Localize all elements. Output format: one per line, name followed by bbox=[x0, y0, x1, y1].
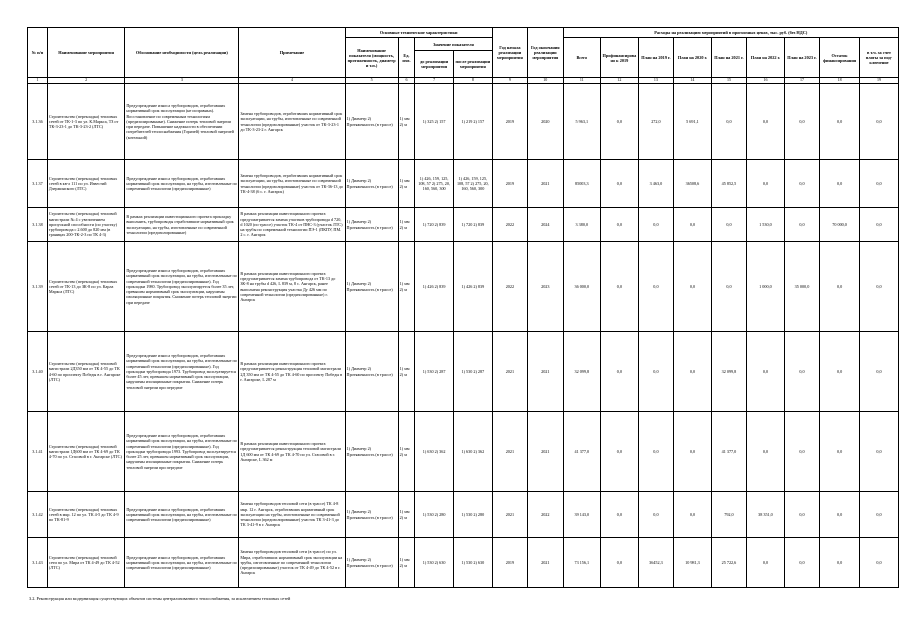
cell-p21: 0,0 bbox=[711, 242, 746, 332]
cell-p19: 0,0 bbox=[638, 412, 673, 492]
col-header-year-end: Год окончания реализации мероприятия bbox=[528, 28, 563, 78]
table-row bbox=[28, 332, 899, 412]
cell-p19: 36452,3 bbox=[638, 538, 673, 588]
cell-unit: 1) мм 2) м bbox=[398, 208, 415, 242]
cell-name: Строительство (перекладка) тепловых сетей от ТК-1-3 по ул. К.Маркса, ТЗ от ТК-3-23-1 до ТК-3-23-2 (ЛТС) bbox=[47, 84, 124, 160]
cell-incl: 0,0 bbox=[859, 160, 898, 208]
cell-just: Предупреждение износа трубопроводов, отработавших нормативный срок эксплуатации (не исправных). Восстановление по современным технологиям (предизолированные). Снижение потерь тепловой энергии при передаче. Повышение надежности в обеспечении потребителей теплоснабжения (Горячей) тепловой энергией (котельной) bbox=[125, 84, 239, 160]
cell-fin: 0,0 bbox=[601, 84, 639, 160]
column-number-cell: 2 bbox=[47, 78, 124, 84]
cell-after: 1) 530 2) 287 bbox=[453, 332, 492, 412]
table-row bbox=[28, 492, 899, 538]
table-row bbox=[28, 412, 899, 492]
cell-p20: 0,0 bbox=[674, 208, 712, 242]
cell-total: 32 099,8 bbox=[563, 332, 601, 412]
cell-p21: 25 722,6 bbox=[711, 538, 746, 588]
cell-fin: 0,0 bbox=[601, 332, 639, 412]
cell-before: 1) 426, 159, 125, 108, 57 2) 275, 20, 160, 560, 300 bbox=[415, 160, 454, 208]
cell-p21: 45 852,5 bbox=[711, 160, 746, 208]
cell-unit: 1) мм 2) м bbox=[398, 538, 415, 588]
cell-note: В рамках реализации инвестиционного проекта предусматривается замена трубопровода от ТК-13 до ЗК-8 на трубы d 426, L 839 м, 8 с. Ангарск, ранее выполнена реконструкция участка Ду 426 мм по современной технологии (предизолированные) г. Ангарск bbox=[239, 242, 345, 332]
cell-num: 3.1.43 bbox=[28, 538, 48, 588]
cell-after: 1) 630 2) 362 bbox=[453, 412, 492, 492]
cell-num: 3.1.38 bbox=[28, 208, 48, 242]
cell-after: 1) 530 2) 630 bbox=[453, 538, 492, 588]
cell-unit: 1) мм 2) м bbox=[398, 412, 415, 492]
cell-tech: 1) Диаметр 2) Протяженность (в трассе) bbox=[345, 242, 398, 332]
column-number-cell: 1 bbox=[28, 78, 48, 84]
cell-name: Строительство (перекладка) тепловой магистрали № 4 с увеличением пропускной способности (по участку) трубопровода с 2.600 до 820 мм (в границах 200-ТК-2-3 по ТК 4-3) bbox=[47, 208, 124, 242]
column-number-cell: 3 bbox=[125, 78, 239, 84]
col-header-name: Наименование мероприятия bbox=[47, 28, 124, 78]
cell-ye: 2022 bbox=[528, 492, 563, 538]
cell-tech: 1) Диаметр 2) Протяженность (в трассе) bbox=[345, 160, 398, 208]
cell-rest: 70 000,0 bbox=[820, 208, 860, 242]
col-header-value-after: после реализации мероприятия bbox=[453, 51, 492, 78]
cell-after: 1) 219 2) 157 bbox=[453, 84, 492, 160]
cell-note: Замена трубопроводов, отработавших нормативный срок эксплуатации, на трубы, изготовленные по современной технологии (предизолированные) участок от ТК-36-13 до ТК-4-38 (6 с. г. Ангарск) bbox=[239, 160, 345, 208]
cell-p20: 0,0 bbox=[674, 492, 712, 538]
table-row bbox=[28, 84, 899, 160]
section-footer-note: 3.2. Реконструкция или модернизация существующих объектов системы централизованного теплоснабжения, за исключением тепловых сетей bbox=[29, 596, 291, 601]
cell-note: В рамках реализации инвестиционного проекта предусматривается реконструкция тепловой магистрали 1Д 600 мм от ТК 4-69 до ТК 4-70 по ул. Стасовой в г. Ангарске, L 362 м bbox=[239, 412, 345, 492]
column-number-cell: 17 bbox=[784, 78, 819, 84]
cell-ye: 2021 bbox=[528, 412, 563, 492]
cell-num: 3.1.40 bbox=[28, 332, 48, 412]
cell-ys: 2021 bbox=[492, 492, 527, 538]
cell-tech: 1) Диаметр 2) Протяженность (в трассе) bbox=[345, 412, 398, 492]
col-header-plan2023: План на 2023 г. bbox=[784, 38, 819, 78]
cell-p22: 38 351,0 bbox=[747, 492, 785, 538]
cell-before: 1) 325 2) 157 bbox=[415, 84, 454, 160]
cell-just: В рамках реализации инвестиционного проекта прокладку выполнить, трубопроводы отработавшие нормативный срок эксплуатации, на трубы, изготовленные по современной технологии (предизолированные) bbox=[125, 208, 239, 242]
cell-p23: 0,0 bbox=[784, 412, 819, 492]
column-number-cell: 14 bbox=[674, 78, 712, 84]
cell-before: 1) 426 2) 839 bbox=[415, 242, 454, 332]
cell-p23: 0,0 bbox=[784, 84, 819, 160]
col-header-plan2021: План на 2021 г. bbox=[711, 38, 746, 78]
column-number-cell: 15 bbox=[711, 78, 746, 84]
cell-p23: 35 000,0 bbox=[784, 242, 819, 332]
table-row bbox=[28, 538, 899, 588]
column-number-cell: 11 bbox=[563, 78, 601, 84]
column-number-cell: 8 bbox=[453, 78, 492, 84]
col-header-year-start: Год начала реализации мероприятия bbox=[492, 28, 527, 78]
cell-p21: 0,0 bbox=[711, 84, 746, 160]
cell-p22: 1 000,0 bbox=[747, 242, 785, 332]
cell-just: Предупреждение износа трубопроводов, отработавших нормативный срок эксплуатации, на трубы, изготовленные по современной технологии (предизолированные). Год прокладки 1980. Трубопровод эксплуатируется более 35 лет, превышен нормативный срок эксплуатации, нарушены изоляционные покрытия. Снижение потерь тепловой энергии при передаче bbox=[125, 242, 239, 332]
cell-p19: 0,0 bbox=[638, 242, 673, 332]
cell-note: Замена трубопроводов тепловой сети (в трассе) ТК 4-8 мкр. 12 г. Ангарск, отработавших нормативный срок эксплуатации на трубы, изготовленные по современной технологии (предизолированные) участок ТК 3-41-3 до ТК 3-41-9 в г. Ангарск bbox=[239, 492, 345, 538]
column-number-cell: 6 bbox=[398, 78, 415, 84]
cell-rest: 0,0 bbox=[820, 332, 860, 412]
col-header-plan2022: План на 2022 г. bbox=[747, 38, 785, 78]
cell-p21: 792,0 bbox=[711, 492, 746, 538]
cell-ys: 2019 bbox=[492, 538, 527, 588]
column-number-cell: 16 bbox=[747, 78, 785, 84]
cell-p19: 272,0 bbox=[638, 84, 673, 160]
column-number-cell: 4 bbox=[239, 78, 345, 84]
cell-num: 3.1.42 bbox=[28, 492, 48, 538]
col-header-plan2019: План на 2019 г. bbox=[638, 38, 673, 78]
column-number-cell: 7 bbox=[415, 78, 454, 84]
cell-ye: 2021 bbox=[528, 538, 563, 588]
cell-just: Предупреждение износа трубопроводов, отработавших нормативный срок эксплуатации, на трубы, изготовленные по современной технологии (предизолированные) bbox=[125, 160, 239, 208]
cell-num: 3.1.37 bbox=[28, 160, 48, 208]
cell-name: Строительство (перекладка) тепловой магистрали 1Д600 мм от ТК 4-69 до ТК 4-70 по ул. Стасовой в г. Ангарске (ЛТС) bbox=[47, 412, 124, 492]
col-header-justification: Обоснование необходимости (цель реализации) bbox=[125, 28, 239, 78]
cell-before: 1) 530 2) 280 bbox=[415, 492, 454, 538]
col-header-tech-group: Основные технические характеристики bbox=[345, 28, 492, 38]
cell-ys: 2021 bbox=[492, 412, 527, 492]
cell-ye: 2020 bbox=[528, 84, 563, 160]
cell-just: Предупреждение износа трубопроводов, отработавших нормативный срок эксплуатации, на трубы, изготовленные по современной технологии (предизолированные). Год прокладки трубопровода 1973. Трубопровод эксплуатируется более 45 лет, превышен нормативный срок эксплуатации, нарушены изоляционные покрытия. Снижение потерь тепловой энергии при передаче bbox=[125, 332, 239, 412]
cell-rest: 0,0 bbox=[820, 492, 860, 538]
column-number-cell: 5 bbox=[345, 78, 398, 84]
cell-incl: 0,0 bbox=[859, 492, 898, 538]
cell-total: 3 380,0 bbox=[563, 208, 601, 242]
cell-incl: 0,0 bbox=[859, 538, 898, 588]
cell-unit: 1) мм 2) м bbox=[398, 160, 415, 208]
cell-name: Строительство (перекладка) тепловой сети по ул. Мира от ТК 4-49 до ТК 4-52 (ЛТС) bbox=[47, 538, 124, 588]
table-row bbox=[28, 208, 899, 242]
column-number-cell: 12 bbox=[601, 78, 639, 84]
cell-incl: 0,0 bbox=[859, 332, 898, 412]
cell-tech: 1) Диаметр 2) Протяженность (в трассе) bbox=[345, 492, 398, 538]
col-header-unit: Ед. изм. bbox=[398, 38, 415, 78]
cell-rest: 0,0 bbox=[820, 84, 860, 160]
cell-name: Строительство (перекладка) тепловых сетей в мкр. 12 по ул. ТК 4-5 до ТК 4-9 по ТК-81-9 bbox=[47, 492, 124, 538]
cell-fin: 0,0 bbox=[601, 492, 639, 538]
cell-after: 1) 426, 159, 125, 108, 57 2) 275, 20, 160, 560, 300 bbox=[453, 160, 492, 208]
cell-total: 41 377,0 bbox=[563, 412, 601, 492]
cell-p22: 0,0 bbox=[747, 84, 785, 160]
cell-name: Строительство (перекладка) тепловых сетей от ТК-13 до ЗК-8 по ул. Карла Маркса (ЛТС) bbox=[47, 242, 124, 332]
cell-name: Строительство (перекладка) тепловой магистрали 2Д350 мм от ТК 4-55 до ТК 4-60 по проспекту Победы в г. Ангарске (ЛТС) bbox=[47, 332, 124, 412]
cell-unit: 1) мм 2) м bbox=[398, 84, 415, 160]
cell-p22: 0,0 bbox=[747, 332, 785, 412]
cell-just: Предупреждение износа трубопроводов, отработавших нормативный срок эксплуатации, на трубы, изготовленные по современной технологии (предизолированные). Год прокладки трубопровода 1993. Трубопровод эксплуатируется более 25 лет, превышен нормативный срок эксплуатации, нарушены изоляционные покрытия. Снижение потерь тепловой энергии при передаче bbox=[125, 412, 239, 492]
cell-tech: 1) Диаметр 2) Протяженность (в трассе) bbox=[345, 332, 398, 412]
cell-fin: 0,0 bbox=[601, 208, 639, 242]
cell-before: 1) 720 2) 839 bbox=[415, 208, 454, 242]
col-header-value-group: Значение показателя bbox=[415, 38, 492, 51]
cell-just: Предупреждение износа трубопроводов, отработавших нормативный срок эксплуатации, на трубы, изготовленные по современной технологии (предизолированные) bbox=[125, 538, 239, 588]
cell-tech: 1) Диаметр 2) Протяженность (в трассе) bbox=[345, 538, 398, 588]
cell-rest: 0,0 bbox=[820, 242, 860, 332]
cell-incl: 0,0 bbox=[859, 412, 898, 492]
cell-incl: 0,0 bbox=[859, 208, 898, 242]
cell-p20: 0,0 bbox=[674, 332, 712, 412]
cell-num: 3.1.39 bbox=[28, 242, 48, 332]
cell-p19: 0,0 bbox=[638, 492, 673, 538]
cell-p23: 0,0 bbox=[784, 160, 819, 208]
cell-ye: 2021 bbox=[528, 332, 563, 412]
cell-tech: 1) Диаметр 2) Протяженность (в трассе) bbox=[345, 208, 398, 242]
column-number-cell: 13 bbox=[638, 78, 673, 84]
cell-note: В рамках реализации инвестиционного проекта предусматривается реконструкция тепловой магистрали 2Д 350 мм от ТК 4-55 до ТК 4-60 по проспекту Победы в г. Ангарске, L 287 м bbox=[239, 332, 345, 412]
col-header-notes: Примечание bbox=[239, 28, 345, 78]
cell-rest: 0,0 bbox=[820, 538, 860, 588]
cell-fin: 0,0 bbox=[601, 242, 639, 332]
cell-p23: 0,0 bbox=[784, 538, 819, 588]
cell-p22: 1 530,0 bbox=[747, 208, 785, 242]
cell-ys: 2022 bbox=[492, 242, 527, 332]
cell-p22: 0,0 bbox=[747, 538, 785, 588]
cell-incl: 0,0 bbox=[859, 84, 898, 160]
cell-p20: 36508,6 bbox=[674, 160, 712, 208]
cell-just: Предупреждение износа трубопроводов, отработавших нормативный срок эксплуатации, на трубы, изготовленные по современной технологии (предизолированные) bbox=[125, 492, 239, 538]
investment-program-table bbox=[27, 27, 899, 588]
cell-p22: 0,0 bbox=[747, 160, 785, 208]
cell-p21: 0,0 bbox=[711, 208, 746, 242]
cell-note: Замена трубопроводов, отработавших нормативный срок эксплуатации, на трубы, изготовленные по современной технологии (предизолированные) участок от ТК-3-23-1 до ТК-3-23-2 г. Ангарск bbox=[239, 84, 345, 160]
cell-p20: 0,0 bbox=[674, 242, 712, 332]
cell-before: 1) 530 2) 630 bbox=[415, 538, 454, 588]
col-header-total: Всего bbox=[563, 38, 601, 78]
column-number-cell: 10 bbox=[528, 78, 563, 84]
cell-p23: 0,0 bbox=[784, 208, 819, 242]
cell-num: 3.1.41 bbox=[28, 412, 48, 492]
cell-total: 36 000,0 bbox=[563, 242, 601, 332]
cell-rest: 0,0 bbox=[820, 412, 860, 492]
cell-after: 1) 720 2) 839 bbox=[453, 208, 492, 242]
cell-total: 39 143,0 bbox=[563, 492, 601, 538]
cell-fin: 0,0 bbox=[601, 538, 639, 588]
cell-unit: 1) мм 2) м bbox=[398, 492, 415, 538]
col-header-tech-name: Наименование показателя (мощность, протяженность, диаметр и т.п.) bbox=[345, 38, 398, 78]
col-header-remaining: Остаток финансирования bbox=[820, 38, 860, 78]
cell-ye: 2023 bbox=[528, 242, 563, 332]
cell-note: В рамках реализации инвестиционного проекта предусматривается замена участков трубопровода d 720, d 1020 (по трассе) участок ТК-4 от ПНС-3 (участок ЛТС) на трубы по современной технологии ПЭ-1 (ПКПУ, ПМ. 2 с. г. Ангарск bbox=[239, 208, 345, 242]
cell-p19: 0,0 bbox=[638, 332, 673, 412]
column-number-cell: 9 bbox=[492, 78, 527, 84]
cell-name: Строительство (перекладка) тепловых сетей в кв-л 111 по ул. Известий Дзержинского (ЛТС) bbox=[47, 160, 124, 208]
cell-before: 1) 530 2) 287 bbox=[415, 332, 454, 412]
column-number-cell: 18 bbox=[820, 78, 860, 84]
cell-fin: 0,0 bbox=[601, 160, 639, 208]
cell-before: 1) 630 2) 362 bbox=[415, 412, 454, 492]
col-header-value-before: до реализации мероприятия bbox=[415, 51, 454, 78]
cell-ye: 2021 bbox=[528, 160, 563, 208]
cell-after: 1) 426 2) 839 bbox=[453, 242, 492, 332]
cell-rest: 0,0 bbox=[820, 160, 860, 208]
col-header-plan2020: План на 2020 г. bbox=[674, 38, 712, 78]
cell-unit: 1) мм 2) м bbox=[398, 242, 415, 332]
cell-p22: 0,0 bbox=[747, 412, 785, 492]
cell-total: 73 156,1 bbox=[563, 538, 601, 588]
cell-tech: 1) Диаметр 2) Протяженность (в трассе) bbox=[345, 84, 398, 160]
col-header-num: № п/п bbox=[28, 28, 48, 78]
cell-ys: 2022 bbox=[492, 208, 527, 242]
cell-total: 85003,3 bbox=[563, 160, 601, 208]
cell-p20: 5 691,1 bbox=[674, 84, 712, 160]
col-header-incl-inflation: в т.ч. за счет платы за под-ключение bbox=[859, 38, 898, 78]
cell-note: Замена трубопроводов тепловой сети (в трассе) по ул. Мира, отработавших нормативный срок эксплуатации на трубы, изготовленные по современной технологии (предизолированные) участок от ТК 4-49 до ТК 4-52 в г. Ангарск bbox=[239, 538, 345, 588]
cell-p21: 32 099,8 bbox=[711, 332, 746, 412]
cell-fin: 0,0 bbox=[601, 412, 639, 492]
cell-total: 5 963,1 bbox=[563, 84, 601, 160]
cell-ys: 2019 bbox=[492, 84, 527, 160]
cell-p20: 10 981,3 bbox=[674, 538, 712, 588]
cell-p20: 0,0 bbox=[674, 412, 712, 492]
cell-p21: 41 377,0 bbox=[711, 412, 746, 492]
cell-after: 1) 530 2) 280 bbox=[453, 492, 492, 538]
cell-ys: 2021 bbox=[492, 332, 527, 412]
cell-p23: 0,0 bbox=[784, 332, 819, 412]
column-number-cell: 19 bbox=[859, 78, 898, 84]
col-header-financed: Профинансировано к 2019 bbox=[601, 38, 639, 78]
cell-p19: 0,0 bbox=[638, 208, 673, 242]
table-row bbox=[28, 160, 899, 208]
cell-p23: 0,0 bbox=[784, 492, 819, 538]
cell-p19: 3 463,0 bbox=[638, 160, 673, 208]
cell-ye: 2024 bbox=[528, 208, 563, 242]
cell-incl: 0,0 bbox=[859, 242, 898, 332]
cell-ys: 2019 bbox=[492, 160, 527, 208]
table-body bbox=[28, 84, 899, 588]
col-header-costs-group: Расходы на реализацию мероприятий в прогнозных ценах, тыс. руб. (без НДС) bbox=[563, 28, 899, 38]
table-row bbox=[28, 242, 899, 332]
cell-num: 3.1.36 bbox=[28, 84, 48, 160]
cell-unit: 1) мм 2) м bbox=[398, 332, 415, 412]
